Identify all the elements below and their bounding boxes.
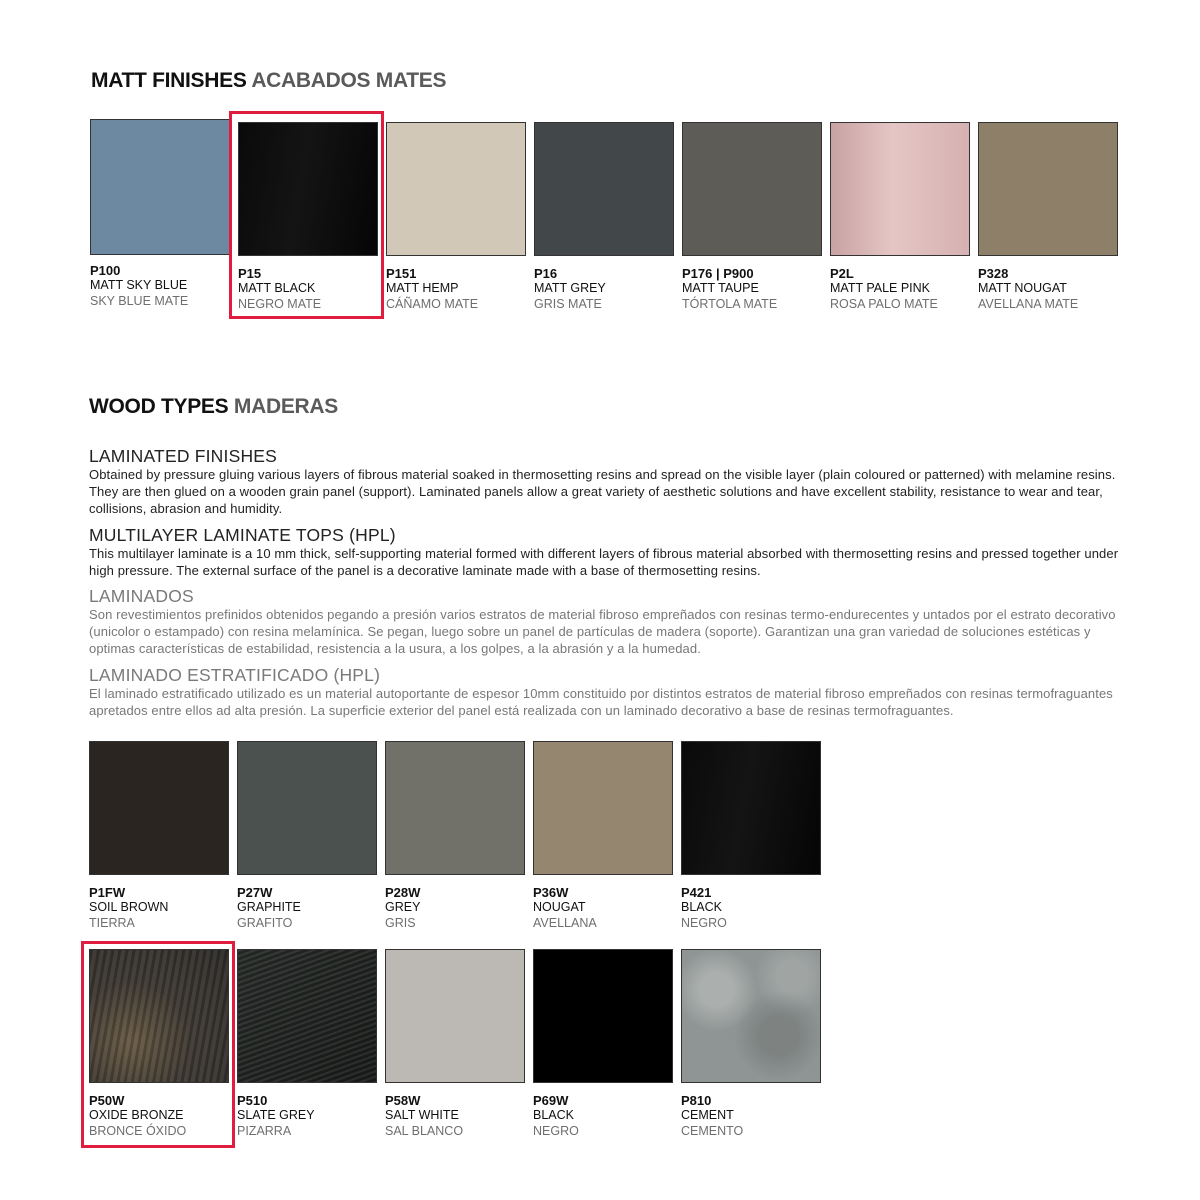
swatch-name: MATT HEMP — [386, 281, 459, 295]
desc-laminado-estratificado — [89, 665, 1119, 719]
swatch-name-es: GRAFITO — [237, 916, 293, 930]
desc-heading: LAMINADOS — [89, 586, 194, 606]
swatch-name: BLACK — [533, 1108, 574, 1122]
swatch-name: MATT TAUPE — [682, 281, 759, 295]
swatch-p69w[interactable] — [533, 949, 673, 1139]
swatch-code: P15 — [238, 266, 262, 281]
highlight-box-p50w — [81, 941, 235, 1148]
swatch-name: CEMENT — [681, 1108, 734, 1122]
swatch-p58w[interactable] — [385, 949, 525, 1139]
swatch-name: OXIDE BRONZE — [89, 1108, 184, 1122]
swatch-name-es: CEMENTO — [681, 1124, 744, 1138]
swatch-p27w[interactable] — [237, 741, 377, 931]
swatch-p28w[interactable] — [385, 741, 525, 931]
swatch-name-es: BRONCE ÓXIDO — [89, 1124, 187, 1138]
swatch-p328[interactable] — [978, 122, 1118, 312]
swatch-code: P176 | P900 — [682, 266, 754, 281]
swatch-name-es: CÁÑAMO MATE — [386, 297, 479, 311]
swatch-code: P28W — [385, 885, 421, 900]
swatch-name: MATT PALE PINK — [830, 281, 931, 295]
swatch-code: P1FW — [89, 885, 126, 900]
desc-multilayer-hpl — [89, 525, 1119, 579]
swatch-name-es: NEGRO MATE — [238, 297, 322, 311]
swatch-name-es: TIERRA — [89, 916, 135, 930]
color-chip — [89, 741, 229, 875]
swatch-name-es: NEGRO — [681, 916, 727, 930]
swatch-code: P16 — [534, 266, 558, 281]
desc-text: This multilayer laminate is a 10 mm thick, self-supporting material formed with different layers of fibrous material absorbed with thermosetting resins and pressed together under high pressure. The external surface of the panel is a decorative laminate made with a base of thermosetting resins. — [89, 546, 1119, 578]
color-chip — [533, 949, 673, 1083]
swatch-name-es: PIZARRA — [237, 1124, 292, 1138]
swatch-name: SALT WHITE — [385, 1108, 459, 1122]
color-chip — [237, 949, 377, 1083]
swatch-code: P510 — [237, 1093, 268, 1108]
color-chip — [682, 122, 822, 256]
swatch-p421[interactable] — [681, 741, 821, 931]
color-chip — [237, 741, 377, 875]
swatch-name: SLATE GREY — [237, 1108, 315, 1122]
swatch-name-es: NEGRO — [533, 1124, 579, 1138]
swatch-name-es: ROSA PALO MATE — [830, 297, 938, 311]
swatch-code: P36W — [533, 885, 569, 900]
swatch-name-es: AVELLANA — [533, 916, 597, 930]
color-chip — [978, 122, 1118, 256]
color-chip — [533, 741, 673, 875]
swatch-code: P810 — [681, 1093, 712, 1108]
swatch-name-es: AVELLANA MATE — [978, 297, 1079, 311]
swatch-code: P328 — [978, 266, 1009, 281]
swatch-name-es: GRIS MATE — [534, 297, 602, 311]
swatch-p100[interactable] — [90, 119, 230, 309]
swatch-name-es: TÓRTOLA MATE — [682, 297, 778, 311]
desc-laminated-finishes — [89, 446, 1119, 517]
wood-title-en: WOOD TYPES — [89, 395, 229, 418]
swatch-name: NOUGAT — [533, 900, 586, 914]
matt-finishes-title — [91, 69, 446, 93]
color-chip — [90, 119, 230, 255]
swatch-code: P151 — [386, 266, 417, 281]
desc-text: Son revestimientos prefinidos obtenidos pegando a presión varios estratos de material fibroso empreñados con resinas termo-endurecentes y untados por el estrato decorativo (unicolor o estampado) con resina melamínica. Se pegan, luego sobre un panel de partículas de madera (soporte). Garantizan una gran variedad de soluciones estéticas y optimas características de estabilidad, resistencia a la usura, a los golpes, a la abrasión y a la humedad. — [89, 607, 1116, 656]
swatch-name: MATT GREY — [534, 281, 606, 295]
desc-heading: LAMINADO ESTRATIFICADO (HPL) — [89, 665, 381, 685]
color-chip — [681, 949, 821, 1083]
desc-heading: MULTILAYER LAMINATE TOPS (HPL) — [89, 525, 396, 545]
swatch-p36w[interactable] — [533, 741, 673, 931]
desc-text: El laminado estratificado utilizado es un material autoportante de espesor 10mm constituido por distintos estratos de material fibroso empreñados con resinas termofraguantes apretados entre ellos ad alta presión. La superficie exterior del panel está realizada con un laminado decorativo a base de resinas termofraguantes. — [89, 686, 1113, 718]
swatch-name: BLACK — [681, 900, 722, 914]
swatch-name: MATT NOUGAT — [978, 281, 1067, 295]
swatch-p1fw[interactable] — [89, 741, 229, 931]
swatch-p2l[interactable] — [830, 122, 970, 312]
matt-title-en: MATT FINISHES — [91, 69, 247, 92]
swatch-code: P69W — [533, 1093, 569, 1108]
swatch-p151[interactable] — [386, 122, 526, 312]
desc-laminados — [89, 586, 1119, 657]
swatch-code: P58W — [385, 1093, 421, 1108]
swatch-name: GREY — [385, 900, 421, 914]
wood-types-title — [89, 395, 338, 419]
swatch-p16[interactable] — [534, 122, 674, 312]
swatch-code: P50W — [89, 1093, 125, 1108]
color-chip — [830, 122, 970, 256]
matt-title-es: ACABADOS MATES — [251, 69, 447, 92]
swatch-name: GRAPHITE — [237, 900, 301, 914]
desc-heading: LAMINATED FINISHES — [89, 446, 278, 466]
swatch-code: P421 — [681, 885, 712, 900]
swatch-code: P2L — [830, 266, 854, 281]
swatch-code: P27W — [237, 885, 273, 900]
swatch-name-es: SKY BLUE MATE — [90, 294, 189, 308]
color-chip — [385, 741, 525, 875]
color-chip — [386, 122, 526, 256]
wood-title-es: MADERAS — [233, 395, 338, 418]
swatch-p176-p900[interactable] — [682, 122, 822, 312]
swatch-p810[interactable] — [681, 949, 821, 1139]
swatch-name: MATT BLACK — [238, 281, 316, 295]
swatch-code: P100 — [90, 263, 121, 278]
swatch-name: MATT SKY BLUE — [90, 278, 188, 292]
swatch-name: SOIL BROWN — [89, 900, 169, 914]
color-chip — [385, 949, 525, 1083]
highlight-box-p15 — [229, 111, 384, 319]
color-chip — [534, 122, 674, 256]
color-chip — [681, 741, 821, 875]
swatch-name-es: SAL BLANCO — [385, 1124, 464, 1138]
swatch-name-es: GRIS — [385, 916, 416, 930]
desc-text: Obtained by pressure gluing various layers of fibrous material soaked in thermosetting resins and spread on the visible layer (plain coloured or patterned) with melamine resins. They are then glued on a wooden grain panel (support). Laminated panels allow a great variety of aesthetic solutions and have excellent stability, resistance to wear and tear, collisions, abrasion and humidity. — [89, 467, 1116, 516]
swatch-p510[interactable] — [237, 949, 377, 1139]
